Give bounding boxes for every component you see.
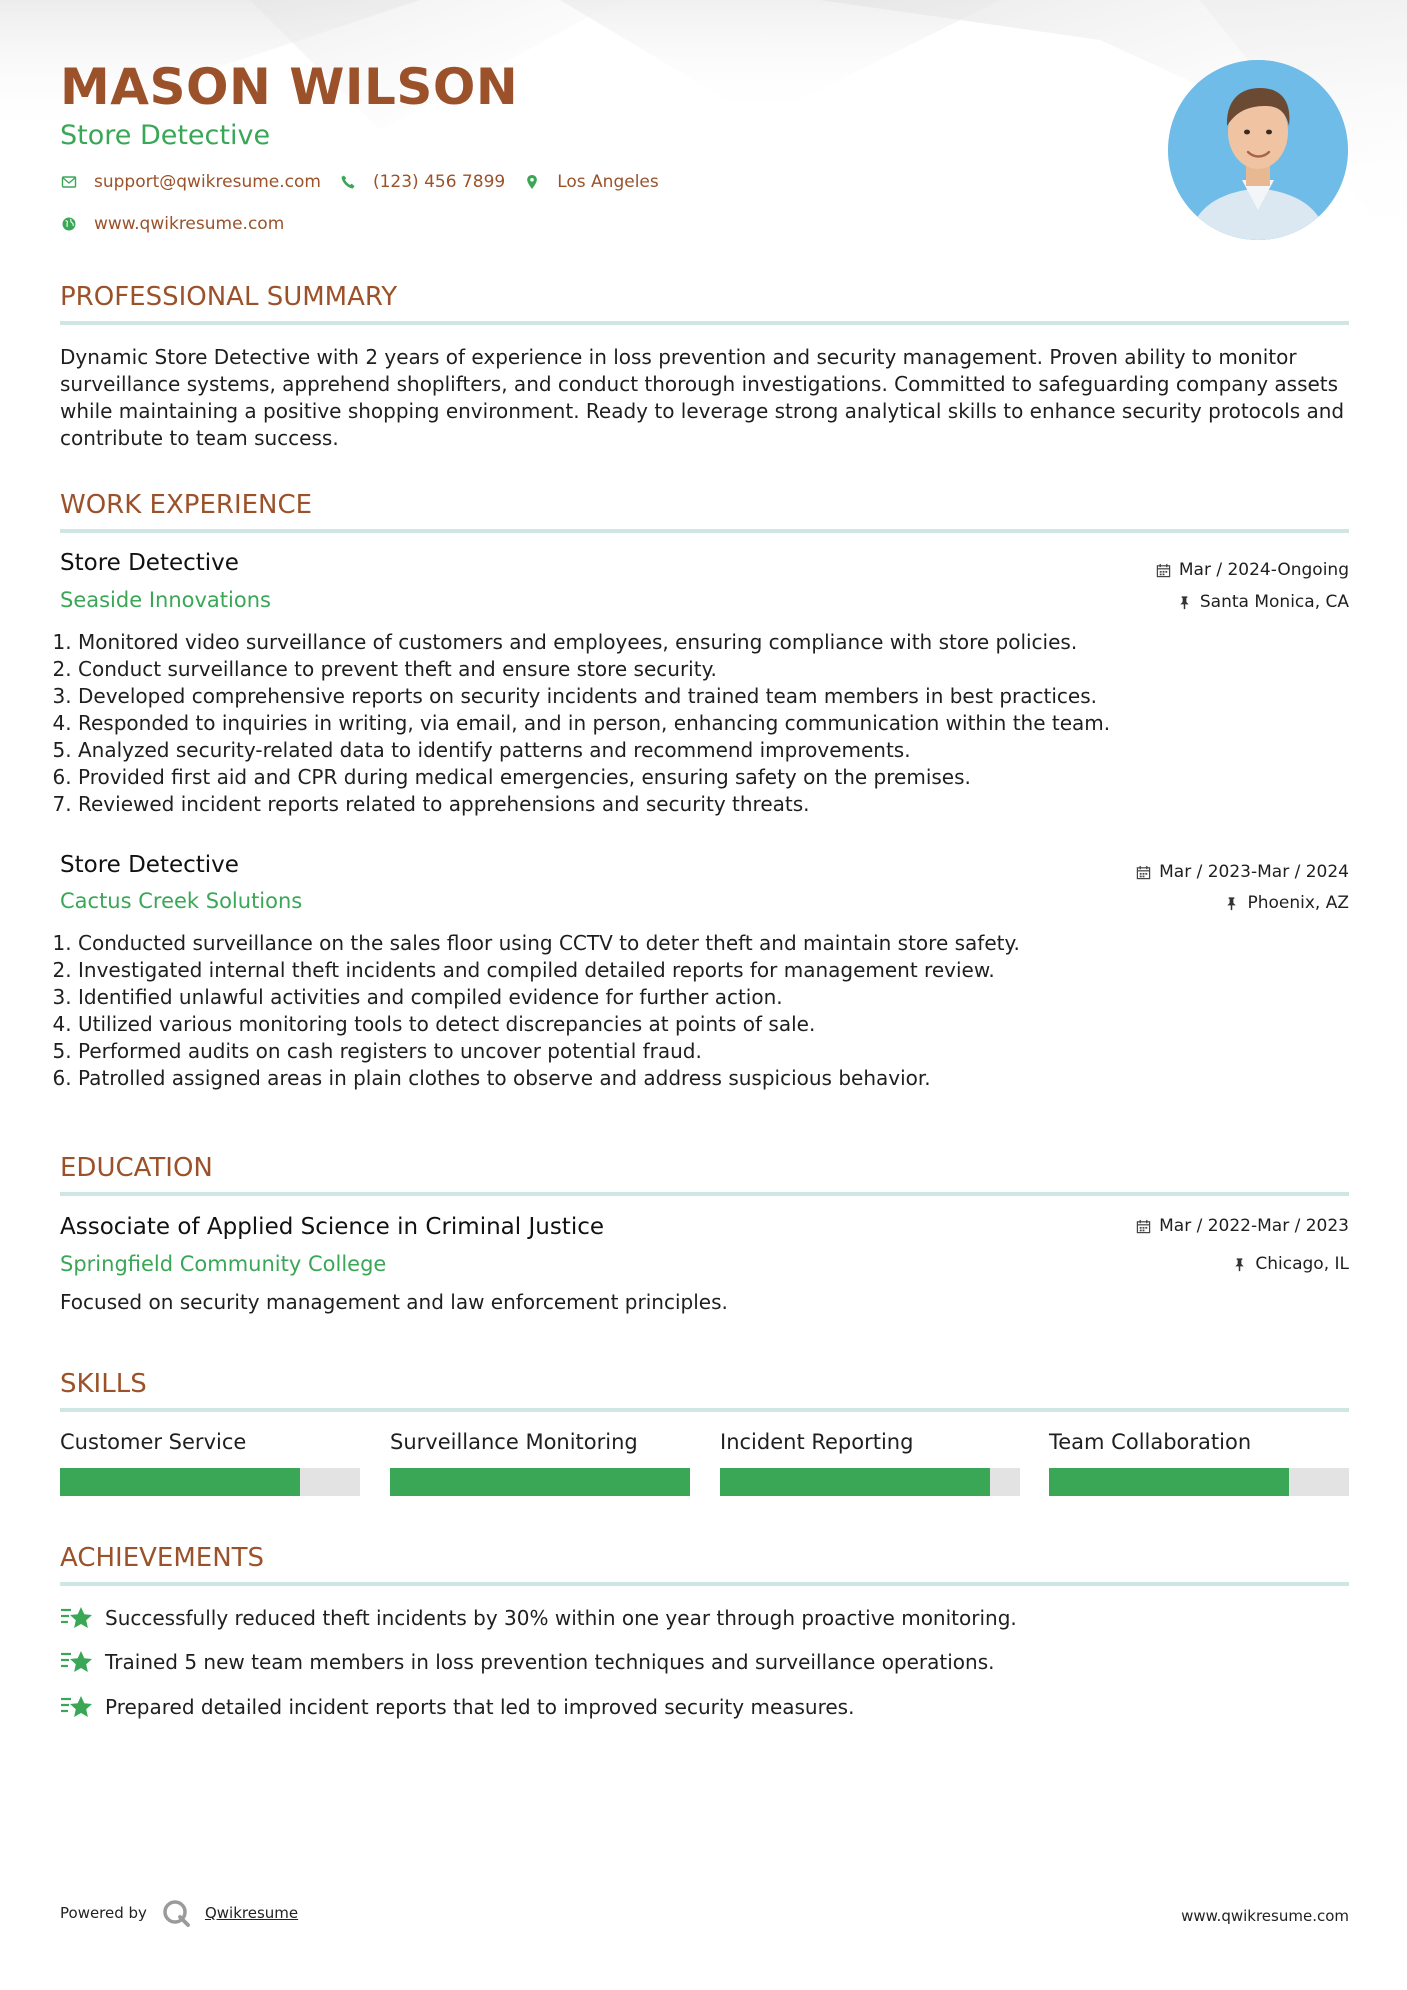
list-item: 5. Analyzed security-related data to identify patterns and recommend improvements. — [78, 737, 1348, 764]
calendar-icon — [1136, 865, 1151, 880]
skill-surveillance-monitoring — [390, 1430, 690, 1496]
phone-text: (123) 456 7899 — [372, 172, 506, 192]
list-item: 6. Patrolled assigned areas in plain clothes to observe and address suspicious behavior. — [78, 1065, 1348, 1092]
powered-by-label: Powered by — [60, 1904, 147, 1922]
education-location-text: Chicago, IL — [1255, 1254, 1349, 1274]
job-2-dates-text: Mar / 2023-Mar / 2024 — [1159, 862, 1349, 882]
pushpin-icon — [1224, 896, 1239, 911]
skill-bar-track — [720, 1468, 1020, 1496]
education-dates-text: Mar / 2022-Mar / 2023 — [1159, 1216, 1349, 1236]
skills-heading: SKILLS — [60, 1369, 147, 1399]
job-1-dates-text: Mar / 2024-Ongoing — [1178, 560, 1349, 580]
list-item: 2. Conduct surveillance to prevent theft and ensure store security. — [78, 656, 1348, 683]
list-item: 5. Performed audits on cash registers to uncover potential fraud. — [78, 1038, 1348, 1065]
job-1-location-text: Santa Monica, CA — [1199, 592, 1349, 612]
pushpin-icon — [1177, 595, 1192, 610]
envelope-icon — [60, 173, 78, 191]
experience-divider — [60, 529, 1349, 533]
summary-heading: PROFESSIONAL SUMMARY — [60, 282, 398, 312]
skill-team-collaboration — [1049, 1430, 1349, 1496]
star-list-icon — [60, 1648, 94, 1676]
website-text: www.qwikresume.com — [94, 214, 285, 234]
education-description: Focused on security management and law enforcement principles. — [60, 1290, 728, 1314]
list-item: 2. Investigated internal theft incidents and compiled detailed reports for management review. — [78, 957, 1348, 984]
qwikresume-link[interactable]: Qwikresume — [204, 1904, 299, 1922]
skills-divider — [60, 1408, 1349, 1412]
achievement-text: Trained 5 new team members in loss prevention techniques and surveillance operations. — [105, 1650, 995, 1674]
education-school: Springfield Community College — [60, 1252, 387, 1276]
job-1-dates — [1156, 560, 1349, 580]
education-dates — [1136, 1216, 1349, 1236]
skill-bar-fill — [720, 1468, 990, 1496]
calendar-icon — [1156, 563, 1171, 578]
contact-website[interactable] — [60, 214, 284, 234]
job-2-company: Cactus Creek Solutions — [60, 889, 303, 913]
calendar-icon — [1136, 1219, 1151, 1234]
candidate-name: MASON WILSON — [60, 58, 519, 116]
summary-text: Dynamic Store Detective with 2 years of experience in loss prevention and security management. Proven ability to monitor surveillance systems, apprehend shoplifters, and conduct thorough investigations. Committed to safeguarding company assets while maintaining a positive shopping environment. Ready to leverage strong analytical skills to enhance security protocols and contribute to team success. — [60, 345, 1345, 450]
globe-icon — [60, 215, 78, 233]
star-list-icon — [60, 1604, 94, 1632]
skill-bar-fill — [390, 1468, 690, 1496]
list-item: 3. Identified unlawful activities and compiled evidence for further action. — [78, 984, 1348, 1011]
list-item: 6. Provided first aid and CPR during medical emergencies, ensuring safety on the premises. — [78, 764, 1348, 791]
job-1-company: Seaside Innovations — [60, 588, 271, 612]
skill-bar-track — [390, 1468, 690, 1496]
job-2-location — [1224, 893, 1349, 913]
contact-phone[interactable] — [339, 172, 505, 192]
experience-heading: WORK EXPERIENCE — [60, 490, 313, 520]
skill-bar-track — [1049, 1468, 1349, 1496]
list-item: 1. Monitored video surveillance of customers and employees, ensuring compliance with store policies. — [78, 629, 1348, 656]
list-item: 4. Utilized various monitoring tools to detect discrepancies at points of sale. — [78, 1011, 1348, 1038]
candidate-role: Store Detective — [60, 120, 271, 151]
job-2-title: Store Detective — [60, 852, 239, 878]
education-degree: Associate of Applied Science in Criminal Justice — [60, 1214, 605, 1240]
star-list-icon — [60, 1693, 94, 1721]
footer-website[interactable]: www.qwikresume.com — [1181, 1907, 1349, 1925]
map-pin-icon — [523, 173, 541, 191]
job-2-dates — [1136, 862, 1349, 882]
achievement-item-1 — [60, 1604, 1017, 1632]
contact-location — [523, 172, 659, 192]
achievement-item-3 — [60, 1693, 854, 1721]
footer-powered-by — [60, 1898, 298, 1928]
achievement-text: Successfully reduced theft incidents by 30% within one year through proactive monitoring. — [105, 1606, 1017, 1630]
job-1-title: Store Detective — [60, 550, 239, 576]
skill-customer-service — [60, 1430, 360, 1496]
list-item: 7. Reviewed incident reports related to apprehensions and security threats. — [78, 791, 1348, 818]
phone-icon — [339, 173, 357, 191]
skill-label: Surveillance Monitoring — [390, 1430, 638, 1454]
education-location — [1232, 1254, 1349, 1274]
list-item: 4. Responded to inquiries in writing, via email, and in person, enhancing communication within the team. — [78, 710, 1348, 737]
skill-label: Team Collaboration — [1049, 1430, 1252, 1454]
skill-label: Incident Reporting — [720, 1430, 914, 1454]
achievement-item-2 — [60, 1648, 995, 1676]
location-text: Los Angeles — [557, 172, 659, 192]
skill-bar-fill — [1049, 1468, 1289, 1496]
skill-bar-fill — [60, 1468, 300, 1496]
pushpin-icon — [1232, 1257, 1247, 1272]
job-2-duties — [60, 930, 1348, 1092]
contact-line-secondary — [60, 214, 302, 234]
job-2-location-text: Phoenix, AZ — [1247, 893, 1349, 913]
profile-photo — [1168, 60, 1348, 240]
summary-divider — [60, 321, 1349, 325]
achievements-divider — [60, 1582, 1349, 1586]
skill-label: Customer Service — [60, 1430, 247, 1454]
qwikresume-logo-icon — [161, 1898, 191, 1928]
skill-bar-track — [60, 1468, 360, 1496]
list-item: 3. Developed comprehensive reports on security incidents and trained team members in best practices. — [78, 683, 1348, 710]
achievement-text: Prepared detailed incident reports that led to improved security measures. — [105, 1695, 855, 1719]
list-item: 1. Conducted surveillance on the sales floor using CCTV to deter theft and maintain store safety. — [78, 930, 1348, 957]
job-1-location — [1177, 592, 1349, 612]
achievements-heading: ACHIEVEMENTS — [60, 1543, 265, 1573]
contact-email[interactable] — [60, 172, 321, 192]
education-divider — [60, 1192, 1349, 1196]
job-1-duties — [60, 629, 1348, 818]
education-heading: EDUCATION — [60, 1153, 213, 1183]
email-text: support@qwikresume.com — [94, 172, 321, 192]
skill-incident-reporting — [720, 1430, 1020, 1496]
contact-line-primary — [60, 172, 677, 192]
